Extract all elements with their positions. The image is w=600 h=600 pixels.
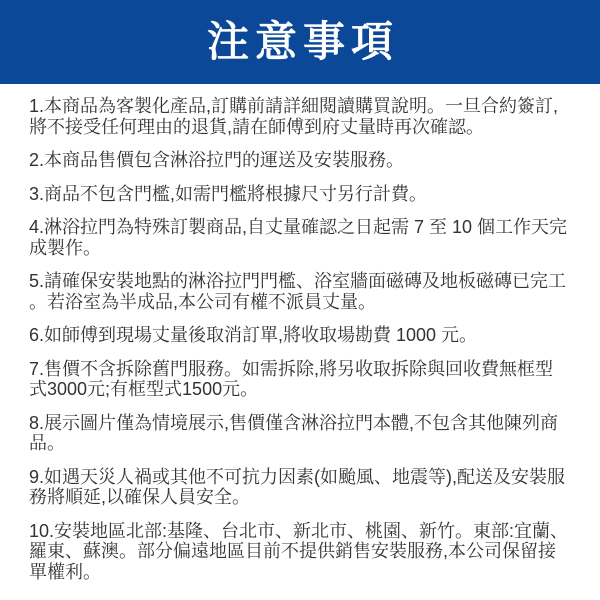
notice-item-8: 8.展示圖片僅為情境展示,售價僅含淋浴拉門本體,不包含其他陳列商品。 [29,412,559,453]
notice-item-5: 5.請確保安裝地點的淋浴拉門門檻、浴室牆面磁磚及地板磁磚已完工。若浴室為半成品,本公司有權不派員丈量。 [29,271,567,312]
notice-item-10: 10.安裝地區北部:基隆、台北市、新北市、桃園、新竹。東部:宜蘭、羅東、蘇澳。部分偏遠地區目前不提供銷售安裝服務,本公司保留接單權利。 [29,520,569,582]
notice-item-6: 6.如師傅到現場丈量後取消訂單,將收取場勘費 1000 元。 [29,325,478,345]
notice-item-2: 2.本商品售價包含淋浴拉門的運送及安裝服務。 [29,150,405,170]
notice-item-3: 3.商品不包含門檻,如需門檻將根據尺寸另行計費。 [29,183,428,204]
header-banner [0,0,600,84]
notice-item-9: 9.如遇天災人禍或其他不可抗力因素(如颱風、地震等),配送及安裝服務將順延,以確保人員安全。 [29,466,565,507]
page-title: 注意事項 [206,18,399,65]
notice-item-4: 4.淋浴拉門為特殊訂製商品,自丈量確認之日起需 7 至 10 個工作天完成製作。 [29,217,568,258]
notice-item-7: 7.售價不含拆除舊門服務。如需拆除,將另收取拆除與回收費無框型式3000元;有框型式1500元。 [29,358,554,399]
notice-item-1: 1.本商品為客製化產品,訂購前請詳細閱讀購買說明。一旦合約簽訂,將不接受任何理由的退貨,請在師傅到府丈量時再次確認。 [29,96,559,137]
notice-list [0,84,600,582]
